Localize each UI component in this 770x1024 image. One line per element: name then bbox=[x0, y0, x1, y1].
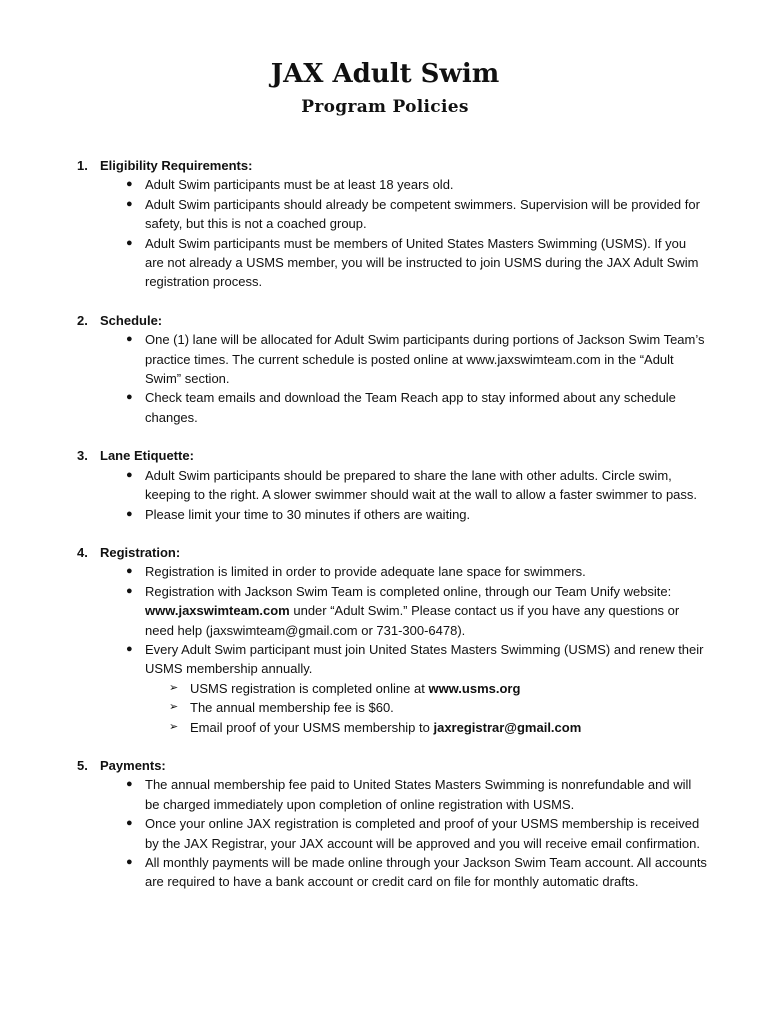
bullet-dot-icon: ● bbox=[126, 391, 133, 404]
section-lane-etiquette bbox=[77, 446, 707, 524]
bullet-dot-icon: ● bbox=[126, 507, 133, 520]
section-heading: Schedule: bbox=[100, 312, 163, 328]
list-item: ● Every Adult Swim participant must join United States Masters Swimming (USMS) and renew their USMS membership annually. ➢ USMS registration is completed online at www.usms.org ➢ The annual membership fee is $60. ➢ Email proof of your USMS membership to jaxregistrar@gmail.com bbox=[122, 640, 707, 737]
list-item: ● Please limit your time to 30 minutes if others are waiting. bbox=[122, 505, 707, 524]
arrow-right-icon: ➢ bbox=[169, 681, 179, 694]
section-heading: Registration: bbox=[100, 544, 181, 560]
sub-list-item: ➢ The annual membership fee is $60. bbox=[167, 698, 707, 717]
sub-bullet-list bbox=[145, 679, 707, 737]
usms-link[interactable]: www.usms.org bbox=[428, 680, 521, 696]
list-item: ● Adult Swim participants should be prepared to share the lane with other adults. Circle swim, keeping to the right. A slower swimmer should wait at the wall to allow a faster swimmer to pass. bbox=[126, 467, 698, 503]
document-subtitle: Program Policies bbox=[301, 97, 469, 117]
document-title: JAX Adult Swim bbox=[270, 59, 500, 89]
list-item: ● All monthly payments will be made online through your Jackson Swim Team account. All accounts are required to have a bank account or credit card on file for monthly automatic drafts. bbox=[126, 855, 707, 890]
list-item: ● Once your online JAX registration is completed and proof of your USMS membership is received by the JAX Registrar, your JAX account will be approved and you will receive email confirmation. bbox=[126, 816, 700, 851]
section-heading: Eligibility Requirements: bbox=[100, 158, 253, 173]
section-eligibility bbox=[77, 156, 707, 292]
bullet-dot-icon: ● bbox=[126, 333, 133, 346]
bullet-dot-icon: ● bbox=[126, 584, 133, 597]
list-item: ● Adult Swim participants should already be competent swimmers. Supervision will be provided for safety, but this is not a coached group. bbox=[126, 196, 700, 232]
bullet-dot-icon: ● bbox=[126, 642, 133, 655]
bullet-list bbox=[77, 330, 707, 427]
section-number: 1. bbox=[77, 158, 88, 173]
website-link[interactable]: www.jaxswimteam.com bbox=[145, 603, 290, 619]
section-heading: Payments: bbox=[100, 757, 166, 773]
bullet-list bbox=[77, 175, 707, 291]
bullet-dot-icon: ● bbox=[126, 778, 133, 791]
list-item: ● Registration is limited in order to provide adequate lane space for swimmers. bbox=[122, 562, 707, 581]
list-item: ● Check team emails and download the Team Reach app to stay informed about any schedule changes. bbox=[126, 390, 676, 425]
list-item: ● Adult Swim participants must be members of United States Masters Swimming (USMS). If you are not already a USMS member, you will be instructed to join USMS during the JAX Adult Swim registration process. bbox=[126, 235, 699, 290]
bullet-dot-icon: ● bbox=[126, 236, 133, 249]
section-schedule bbox=[77, 311, 707, 427]
section-number: 5. bbox=[77, 757, 88, 773]
section-registration bbox=[77, 543, 707, 737]
sub-list-item: ➢ USMS registration is completed online at www.usms.org bbox=[167, 679, 707, 698]
bullet-dot-icon: ● bbox=[126, 565, 133, 578]
bullet-list bbox=[77, 562, 707, 737]
section-heading: Lane Etiquette: bbox=[100, 448, 194, 464]
bullet-dot-icon: ● bbox=[126, 468, 133, 481]
bullet-list bbox=[77, 466, 707, 524]
bullet-dot-icon: ● bbox=[126, 178, 133, 191]
section-number: 3. bbox=[77, 448, 88, 464]
list-item: ● One (1) lane will be allocated for Adult Swim participants during portions of Jackson Swim Team’s practice times. The current schedule is posted online at www.jaxswimteam.com in the “Adult Swim” section. bbox=[126, 332, 705, 387]
sub-list-item: ➢ Email proof of your USMS membership to jaxregistrar@gmail.com bbox=[167, 718, 707, 737]
bullet-dot-icon: ● bbox=[126, 856, 133, 868]
arrow-right-icon: ➢ bbox=[169, 701, 179, 714]
policy-sections bbox=[77, 156, 707, 911]
list-item: ● Registration with Jackson Swim Team is completed online, through our Team Unify website: www.jaxswimteam.com under “Adult Swim.” Please contact us if you have any questions or need help (jaxswimteam@gmail.com or 731-300-6478). bbox=[126, 583, 680, 638]
list-item: ● The annual membership fee paid to United States Masters Swimming is nonrefundable and will be charged immediately upon completion of online registration with USMS. bbox=[126, 777, 692, 812]
section-payments bbox=[77, 756, 707, 892]
arrow-right-icon: ➢ bbox=[169, 720, 179, 733]
bullet-dot-icon: ● bbox=[126, 817, 133, 830]
bullet-list bbox=[77, 775, 707, 891]
list-item: ● Adult Swim participants must be at least 18 years old. bbox=[122, 175, 707, 194]
bullet-dot-icon: ● bbox=[126, 197, 133, 210]
section-number: 2. bbox=[77, 312, 88, 328]
registrar-email-link[interactable]: jaxregistrar@gmail.com bbox=[433, 719, 582, 735]
section-number: 4. bbox=[77, 544, 88, 560]
